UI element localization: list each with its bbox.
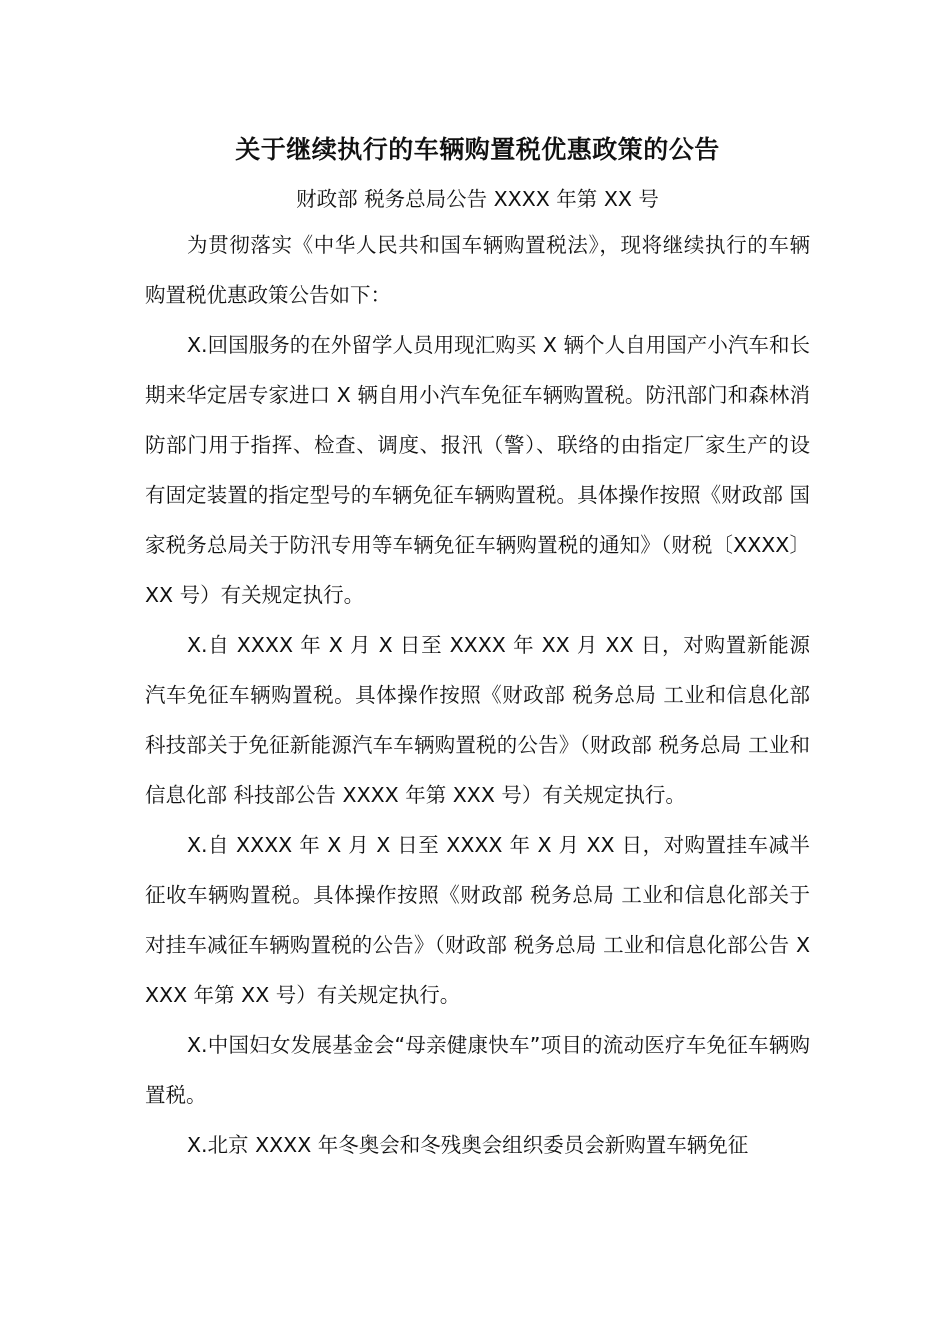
paragraph-item-3: X.自 XXXX 年 X 月 X 日至 XXXX 年 X 月 XX 日，对购置挂车减半征收车辆购置税。具体操作按照《财政部 税务总局 工业和信息化部关于对挂车减征车辆购置税的公告》（财政部 税务总局 工业和信息化部公告 XXXX 年第 XX 号）有关规定执行。 — [145, 833, 810, 1007]
paragraph-intro: 为贯彻落实《中华人民共和国车辆购置税法》，现将继续执行的车辆购置税优惠政策公告如下： — [145, 233, 810, 307]
paragraph-item-2: X.自 XXXX 年 X 月 X 日至 XXXX 年 XX 月 XX 日，对购置新能源汽车免征车辆购置税。具体操作按照《财政部 税务总局 工业和信息化部 科技部关于免征新能源汽车车辆购置税的公告》（财政部 税务总局 工业和信息化部 科技部公告 XXXX 年第 XXX 号）有关规定执行。 — [145, 633, 810, 807]
paragraph-item-4: X.中国妇女发展基金会“母亲健康快车”项目的流动医疗车免征车辆购置税。 — [145, 1033, 810, 1107]
document-title: 关于继续执行的车辆购置税优惠政策的公告 — [235, 135, 720, 164]
paragraph-item-1: X.回国服务的在外留学人员用现汇购买 X 辆个人自用国产小汽车和长期来华定居专家进口 X 辆自用小汽车免征车辆购置税。防汛部门和森林消防部门用于指挥、检查、调度、报汛（警）、联络的由指定厂家生产的设有固定装置的指定型号的车辆免征车辆购置税。具体操作按照《财政部 国家税务总局关于防汛专用等车辆免征车辆购置税的通知》（财税〔XXXX〕XX 号）有关规定执行。 — [145, 333, 810, 607]
document-number: 财政部 税务总局公告 XXXX 年第 XX 号 — [296, 187, 659, 211]
document-page — [145, 118, 810, 1170]
paragraph-item-5: X.北京 XXXX 年冬奥会和冬残奥会组织委员会新购置车辆免征 — [187, 1133, 749, 1157]
